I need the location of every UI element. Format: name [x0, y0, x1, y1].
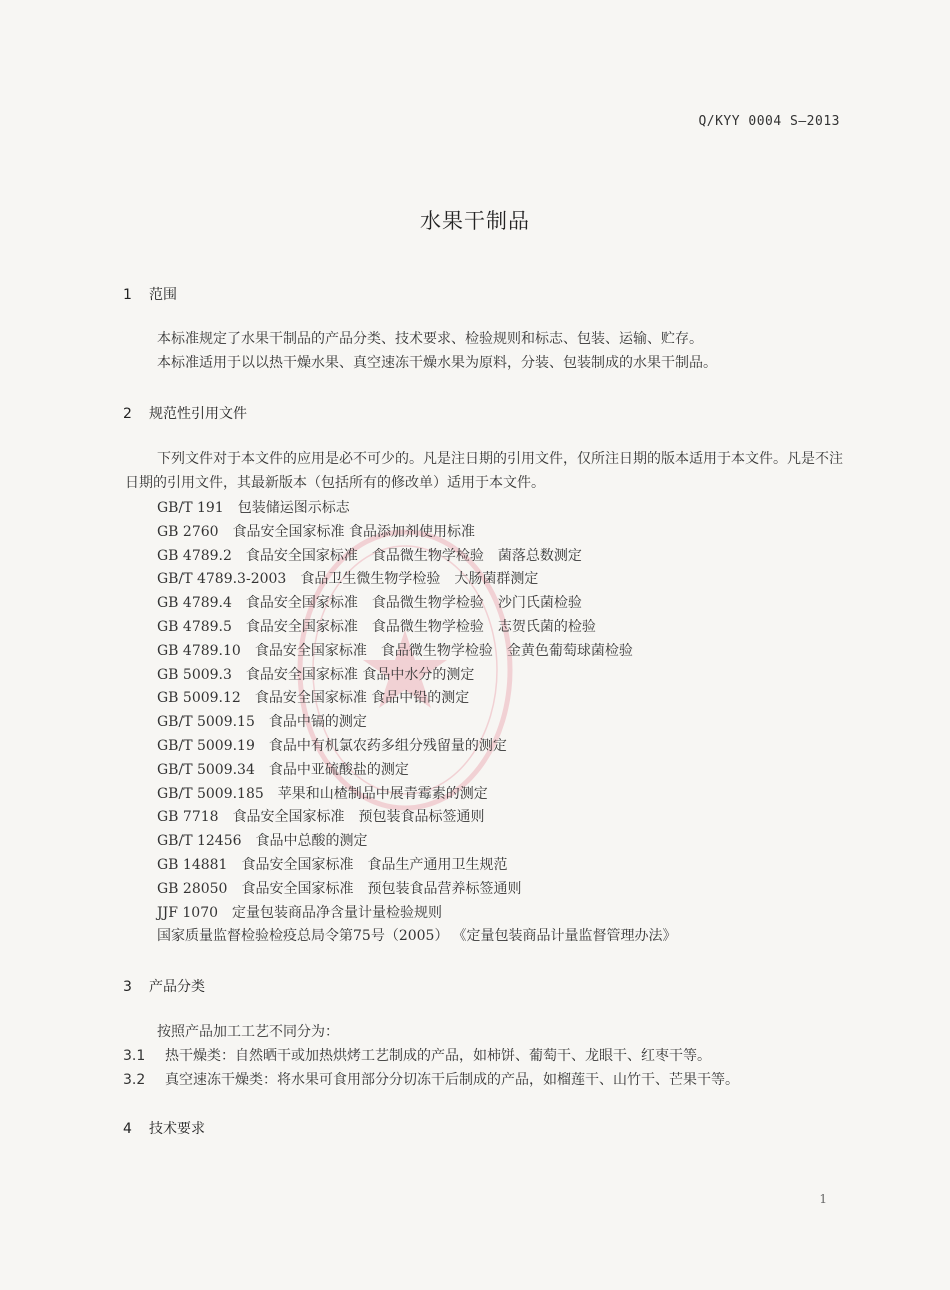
- section-heading-references: [123, 403, 247, 423]
- reference-item: [157, 853, 676, 877]
- classification-text: 热干燥类：自然晒干或加热烘烤工艺制成的产品，如柿饼、葡萄干、龙眼干、红枣干等。: [165, 1048, 711, 1064]
- reference-title: 食品安全国家标准 食品微生物学检验 志贺氏菌的检验: [245, 618, 596, 635]
- reference-title: 食品中有机氯农药多组分残留量的测定: [268, 737, 507, 754]
- classification-number: 3.2: [123, 1072, 146, 1088]
- reference-item: [157, 710, 676, 734]
- reference-item: [157, 520, 676, 544]
- classification-number: 3.1: [123, 1048, 146, 1064]
- section-heading-requirements: [123, 1118, 205, 1138]
- classification-text: 真空速冻干燥类：将水果可食用部分分切冻干后制成的产品，如榴莲干、山竹干、芒果干等。: [165, 1072, 739, 1088]
- section-number: 3: [123, 979, 132, 995]
- reference-code: JJF 1070: [157, 904, 219, 921]
- reference-code: GB 4789.2: [157, 547, 232, 564]
- reference-title: 包装储运图示标志: [237, 500, 350, 516]
- reference-code: 国家质量监督检验检疫总局令第75号（2005）: [157, 928, 449, 945]
- reference-code: GB 4789.10: [157, 642, 241, 659]
- reference-list: [157, 496, 676, 948]
- reference-title: 食品安全国家标准 食品微生物学检验 菌落总数测定: [245, 547, 582, 564]
- document-code: Q/KYY 0004 S—2013: [698, 114, 840, 129]
- classification-item: [123, 1044, 711, 1068]
- scope-paragraph-1: 本标准规定了水果干制品的产品分类、技术要求、检验规则和标志、包装、运输、贮存。: [157, 331, 703, 347]
- reference-code: GB 14881: [157, 856, 228, 873]
- reference-code: GB 7718: [157, 809, 219, 826]
- reference-title: 食品中亚硫酸盐的测定: [268, 761, 409, 778]
- reference-item: [157, 829, 676, 853]
- reference-code: GB/T 5009.185: [157, 785, 264, 802]
- reference-title: 定量包装商品净含量计量检验规则: [232, 904, 443, 921]
- section-title: 规范性引用文件: [149, 406, 247, 422]
- reference-code: GB 28050: [157, 880, 228, 897]
- reference-title: 食品安全国家标准 食品中铅的测定: [254, 690, 470, 707]
- reference-code: GB/T 5009.19: [157, 737, 255, 754]
- classification-intro: 按照产品加工工艺不同分为：: [157, 1024, 339, 1040]
- reference-item: [157, 663, 676, 687]
- reference-code: GB/T 191: [157, 500, 224, 516]
- reference-title: 食品安全国家标准 食品微生物学检验 金黄色葡萄球菌检验: [254, 642, 633, 659]
- reference-item: [157, 686, 676, 710]
- classification-item: [123, 1068, 739, 1092]
- section-number: 4: [123, 1121, 132, 1137]
- reference-title: 苹果和山楂制品中展青霉素的测定: [277, 785, 488, 802]
- section-heading-classification: [123, 976, 205, 996]
- reference-item: [157, 758, 676, 782]
- reference-title: 食品中总酸的测定: [255, 833, 368, 850]
- reference-title: 食品卫生微生物学检验 大肠菌群测定: [300, 571, 539, 588]
- reference-title: 《定量包装商品计量监督管理办法》: [452, 928, 677, 945]
- reference-code: GB/T 12456: [157, 833, 242, 850]
- reference-item: [157, 734, 676, 758]
- reference-code: GB/T 5009.34: [157, 761, 255, 778]
- section-title: 范围: [149, 287, 177, 303]
- reference-item: [157, 901, 676, 925]
- reference-code: GB/T 5009.15: [157, 714, 255, 731]
- section-number: 2: [123, 406, 132, 422]
- section-title: 产品分类: [149, 979, 205, 995]
- section-number: 1: [123, 287, 132, 303]
- reference-item: [157, 782, 676, 806]
- page-number: 1: [819, 1192, 827, 1206]
- reference-code: GB 5009.3: [157, 666, 232, 683]
- reference-code: GB 4789.5: [157, 618, 232, 635]
- section-heading-scope: [123, 284, 177, 304]
- reference-code: GB 5009.12: [157, 690, 241, 707]
- reference-item: [157, 591, 676, 615]
- reference-code: GB 2760: [157, 523, 219, 540]
- reference-item: [157, 544, 676, 568]
- document-title: 水果干制品: [420, 209, 530, 233]
- reference-item: [157, 924, 676, 948]
- reference-title: 食品安全国家标准 预包装食品标签通则: [232, 809, 485, 826]
- reference-item: [157, 567, 676, 591]
- reference-title: 食品中镉的测定: [268, 714, 367, 731]
- reference-title: 食品安全国家标准 食品添加剂使用标准: [232, 523, 476, 540]
- reference-code: GB/T 4789.3-2003: [157, 571, 287, 588]
- reference-title: 食品安全国家标准 预包装食品营养标签通则: [241, 880, 522, 897]
- reference-title: 食品安全国家标准 食品微生物学检验 沙门氏菌检验: [245, 595, 582, 612]
- reference-item: [157, 496, 676, 520]
- reference-item: [157, 639, 676, 663]
- reference-code: GB 4789.4: [157, 595, 232, 612]
- reference-item: [157, 615, 676, 639]
- reference-title: 食品安全国家标准 食品中水分的测定: [245, 666, 475, 683]
- reference-item: [157, 877, 676, 901]
- reference-item: [157, 805, 676, 829]
- section-title: 技术要求: [149, 1121, 205, 1137]
- reference-title: 食品安全国家标准 食品生产通用卫生规范: [241, 856, 508, 873]
- references-intro: 下列文件对于本文件的应用是必不可少的。凡是注日期的引用文件，仅所注日期的版本适用于本文件。凡是不注日期的引用文件，其最新版本（包括所有的修改单）适用于本文件。: [125, 451, 843, 491]
- scope-paragraph-2: 本标准适用于以以热干燥水果、真空速冻干燥水果为原料，分装、包装制成的水果干制品。: [157, 355, 717, 371]
